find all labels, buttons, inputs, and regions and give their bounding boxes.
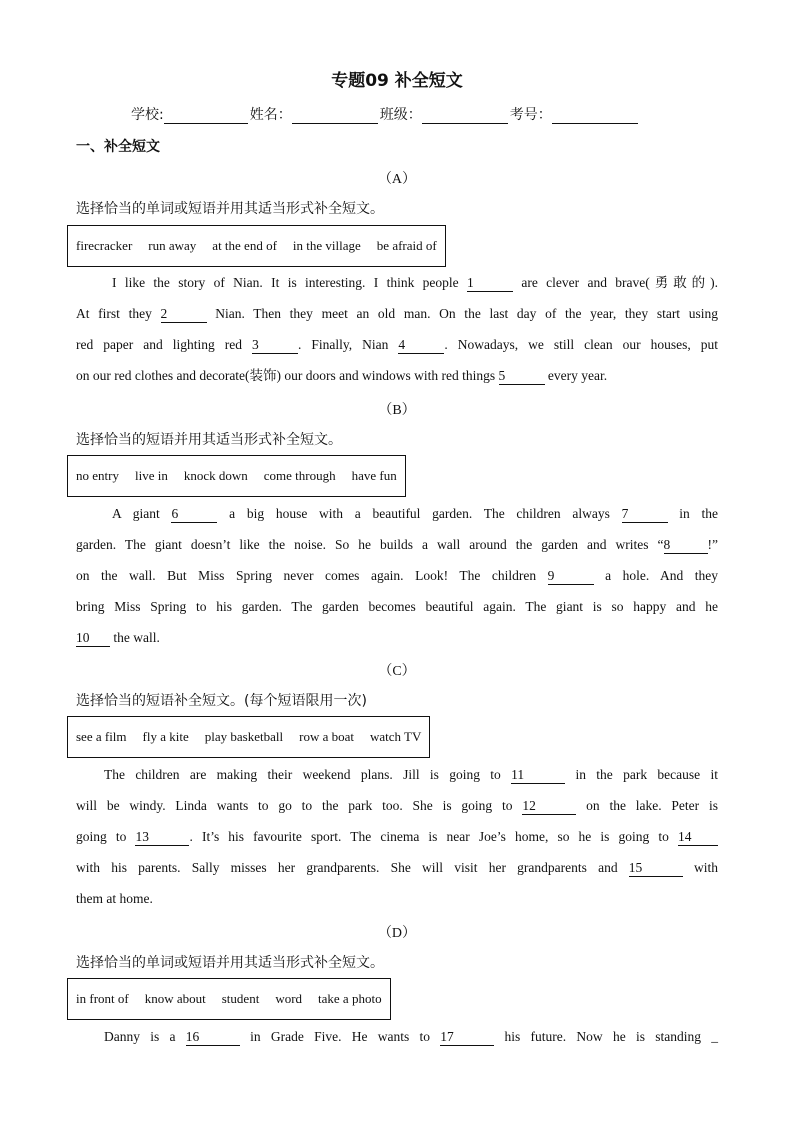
option: live in xyxy=(134,468,168,483)
answer-blank[interactable]: 4 xyxy=(398,337,444,354)
passage-line: will be windy. Linda wants to go to the park too. She is going to 12 on the lake. Peter is xyxy=(76,798,718,813)
option: be afraid of xyxy=(376,238,437,253)
student-info-line xyxy=(131,104,640,124)
part-b-passage xyxy=(76,498,718,653)
answer-blank[interactable]: 14 xyxy=(678,829,718,846)
school-label: 学校: xyxy=(131,107,164,123)
part-b-word-box xyxy=(67,455,406,497)
part-c-label: （C） xyxy=(378,664,416,679)
name-blank[interactable] xyxy=(292,109,378,124)
answer-blank[interactable]: 12 xyxy=(522,798,576,815)
passage-line: on our red clothes and decorate(装饰) our doors and windows with red things 5 every year. xyxy=(76,368,608,383)
answer-blank[interactable]: 1 xyxy=(467,275,513,292)
option: fly a kite xyxy=(142,729,189,744)
option: run away xyxy=(148,238,197,253)
option: firecracker xyxy=(76,238,133,253)
answer-blank[interactable]: 7 xyxy=(622,506,668,523)
option: student xyxy=(221,991,260,1006)
answer-blank[interactable]: 3 xyxy=(252,337,298,354)
answer-blank[interactable]: 15 xyxy=(629,860,683,877)
passage-line: I like the story of Nian. It is interesting. I think people 1 are clever and brave(勇敢的). xyxy=(112,275,718,290)
passage-line: on the wall. But Miss Spring never comes again. Look! The children 9 a hole. And they xyxy=(76,568,719,583)
exam-number-blank[interactable] xyxy=(552,109,638,124)
class-blank[interactable] xyxy=(422,109,508,124)
option: in front of xyxy=(76,991,129,1006)
answer-blank[interactable]: 11 xyxy=(511,767,565,784)
section-heading: 一、补全短文 xyxy=(76,139,160,155)
part-a-passage xyxy=(76,267,718,391)
option: play basketball xyxy=(204,729,284,744)
part-d-instruction: 选择恰当的单词或短语并用其适当形式补全短文。 xyxy=(76,955,384,971)
answer-blank[interactable]: 2 xyxy=(161,306,207,323)
part-c-passage xyxy=(76,759,718,914)
answer-blank[interactable]: 6 xyxy=(171,506,217,523)
passage-line: with his parents. Sally misses her grandparents. She will visit her grandparents and 15 with xyxy=(76,860,718,875)
exam-number-label: 考号： xyxy=(509,107,552,123)
passage-line: garden. The giant doesn’t like the noise. So he builds a wall around the garden and writes “8 !” xyxy=(76,537,718,552)
option: come through xyxy=(263,468,336,483)
passage-line: A giant 6 a big house with a beautiful garden. The children always 7 in the xyxy=(112,506,719,521)
passage-line: bring Miss Spring to his garden. The garden becomes beautiful again. The giant is so happy and he xyxy=(76,599,718,614)
option: no entry xyxy=(76,468,119,483)
part-b-label: （B） xyxy=(378,403,416,418)
answer-blank[interactable]: 16 xyxy=(186,1029,240,1046)
option: in the village xyxy=(292,238,361,253)
answer-blank[interactable]: 13 xyxy=(135,829,189,846)
part-c-word-box xyxy=(67,716,430,758)
class-label: 班级： xyxy=(379,107,422,123)
option: have fun xyxy=(351,468,397,483)
part-d-word-box xyxy=(67,978,391,1020)
part-a-instruction: 选择恰当的单词或短语并用其适当形式补全短文。 xyxy=(76,201,384,217)
page-title: 专题09 补全短文 xyxy=(331,71,463,91)
passage-line: them at home. xyxy=(76,891,153,906)
part-d-label: （D） xyxy=(377,926,417,941)
school-blank[interactable] xyxy=(164,109,248,124)
passage-line: red paper and lighting red 3 . Finally, Nian 4 . Nowadays, we still clean our houses, put xyxy=(76,337,718,352)
answer-blank[interactable]: 5 xyxy=(499,368,545,385)
passage-line: going to 13 . It’s his favourite sport. The cinema is near Joe’s home, so he is going to 14 xyxy=(76,821,718,852)
option: at the end of xyxy=(212,238,277,253)
part-b-instruction: 选择恰当的短语并用其适当形式补全短文。 xyxy=(76,432,342,448)
option: watch TV xyxy=(369,729,422,744)
answer-blank[interactable]: 9 xyxy=(548,568,594,585)
answer-blank[interactable]: 8 xyxy=(664,537,708,554)
option: knock down xyxy=(183,468,248,483)
passage-line: 10 the wall. xyxy=(76,630,160,645)
passage-line: At first they 2 Nian. Then they meet an old man. On the last day of the year, they start using xyxy=(76,306,718,321)
passage-line: The children are making their weekend plans. Jill is going to 11 in the park because it xyxy=(104,767,718,782)
answer-blank[interactable]: 10 xyxy=(76,630,110,647)
part-a-word-box xyxy=(67,225,446,267)
option: word xyxy=(275,991,303,1006)
option: know about xyxy=(144,991,206,1006)
part-d-passage xyxy=(76,1021,718,1052)
name-label: 姓名： xyxy=(249,107,292,123)
part-a-label: （A） xyxy=(377,172,417,187)
option: see a film xyxy=(76,729,127,744)
answer-blank[interactable]: 17 xyxy=(440,1029,494,1046)
option: row a boat xyxy=(299,729,354,744)
part-c-instruction: 选择恰当的短语补全短文。(每个短语限用一次) xyxy=(76,693,367,709)
passage-line: Danny is a 16 in Grade Five. He wants to 17 his future. Now he is standing _ xyxy=(104,1029,718,1044)
option: take a photo xyxy=(318,991,382,1006)
